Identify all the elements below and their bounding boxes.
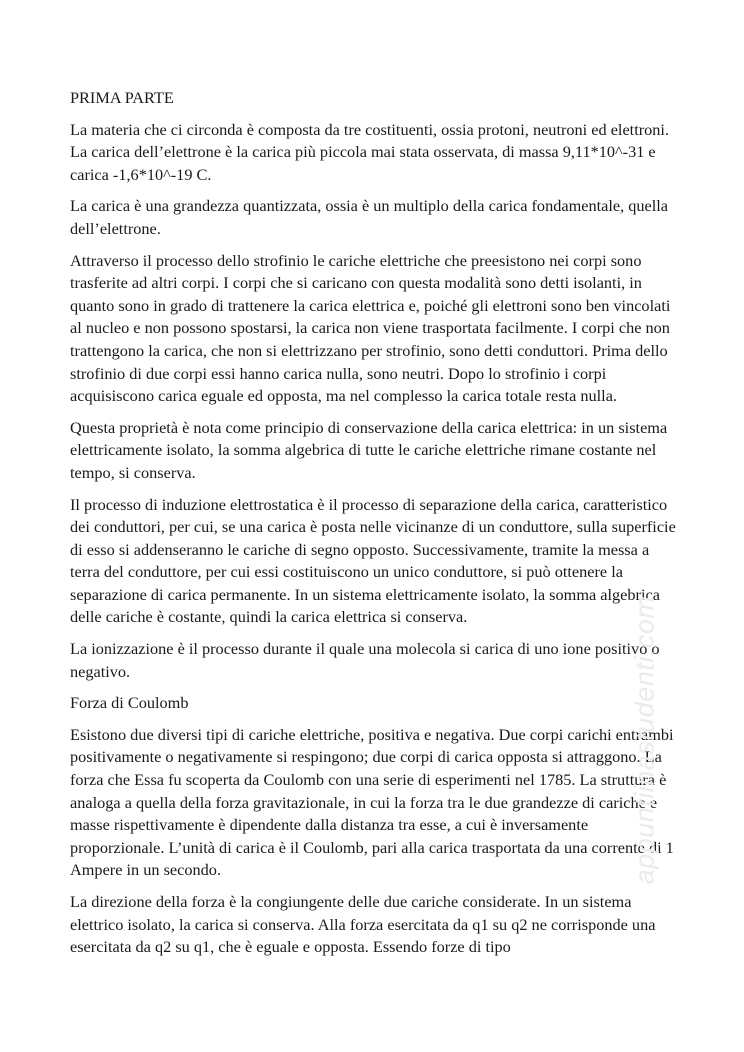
watermark-text: appuntiinastudenti.com xyxy=(629,595,660,885)
paragraph-direzione-forza: La direzione della forza è la congiungente delle due cariche considerate. In un sistema elettrico isolato, la carica si conserva. Alla forza esercitata da q1 su q2 ne corrisponde una esercitata da q2 su q1, che è eguale e opposta. Essendo forze di tipo xyxy=(70,892,656,957)
section-heading: PRIMA PARTE xyxy=(70,88,174,107)
paragraph-strofinio: Attraverso il processo dello strofinio le cariche elettriche che preesistono nei corpi sono trasferite ad altri corpi. I corpi che si caricano con questa modalità sono detti isolanti, in quanto sono in grado di trattenere la carica elettrica e, poiché gli elettroni sono ben vincolati al nucleo e non possono spostarsi, la carica non viene trasportata facilmente. I corpi che non trattengono la carica, che non si elettrizzano per strofinio, sono detti conduttori. Prima dello strofinio di due corpi essi hanno carica nulla, sono neutri. Dopo lo strofinio i corpi acquisiscono carica eguale ed opposta, ma nel complesso la carica totale resta nulla. xyxy=(70,250,671,406)
paragraph-conservazione: Questa proprietà è nota come principio di conservazione della carica elettrica: in un sistema elettricamente isolato, la somma algebrica di tutte le cariche elettriche rimane costante nel tempo, si conserva. xyxy=(70,417,668,482)
paragraph-ionizzazione: La ionizzazione è il processo durante il quale una molecola si carica di uno ione positivo o negativo. xyxy=(70,639,660,681)
paragraph-materia: La materia che ci circonda è composta da tre costituenti, ossia protoni, neutroni ed elettroni. La carica dell’elettrone è la carica più piccola mai stata osservata, di massa 9,11*10^-31 e carica -1,6*10^-19 C. xyxy=(70,119,670,184)
paragraph-induzione: Il processo di induzione elettrostatica è il processo di separazione della carica, caratteristico dei conduttori, per cui, se una carica è posta nelle vicinanze di un conduttore, sulla superficie di esso si addenseranno le cariche di segno opposto. Successivamente, tramite la messa a terra del conduttore, per cui essi costituiscono un unico conduttore, si può ottenere la separazione di carica permanente. In un sistema elettricamente isolato, la somma algebrica delle cariche è costante, quindi la carica elettrica si conserva. xyxy=(70,494,676,627)
paragraph-quantizzata: La carica è una grandezza quantizzata, ossia è un multiplo della carica fondamentale, quella dell’elettrone. xyxy=(70,196,669,238)
document-body xyxy=(70,87,676,968)
paragraph-tipi-cariche: Esistono due diversi tipi di cariche elettriche, positiva e negativa. Due corpi carichi entrambi positivamente o negativamente si respingono; due corpi di carica opposta si attraggono. La forza che Essa fu scoperta da Coulomb con una serie di esperimenti nel 1785. La struttura è analoga a quella della forza gravitazionale, in cui la forza tra le due grandezze di cariche e masse rispettivamente è dipendente dalla distanza tra esse, a cui è inversamente proporzionale. L’unità di carica è il Coulomb, pari alla carica trasportata da una corrente di 1 Ampere in un secondo. xyxy=(70,724,674,880)
subheading-coulomb: Forza di Coulomb xyxy=(70,693,189,713)
